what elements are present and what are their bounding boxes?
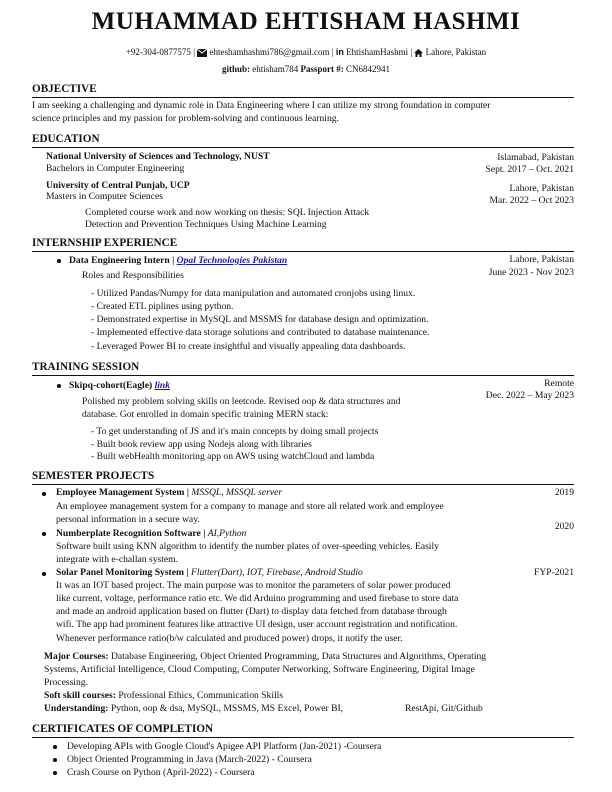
responsibility-item: - Utilized Pandas/Numpy for data manipulation and automated cronjobs using linux. [91, 288, 416, 299]
github-link[interactable]: ehtisham784 [252, 64, 299, 74]
training-item: - Built book review app using Nodejs along with libraries [91, 439, 312, 450]
project-name: Solar Panel Monitoring System [56, 567, 185, 578]
project-desc: wifi. The app had prominent features like attractive UI design, user account registration and notification. [56, 619, 458, 630]
section-divider [32, 737, 574, 738]
training-location: Remote [544, 378, 574, 389]
thesis-note: Detection and Prevention Techniques Using Machine Learning [85, 219, 327, 230]
school-name: National University of Sciences and Technology, NUST [46, 151, 270, 162]
training-item: - Built webHealth monitoring app on AWS using watchCloud and lambda [91, 451, 375, 462]
training-heading: TRAINING SESSION [32, 361, 140, 373]
separator: | [186, 567, 189, 578]
objective-heading: OBJECTIVE [32, 83, 97, 95]
training-dates: Dec. 2022 – May 2023 [485, 390, 574, 401]
bullet-icon [42, 492, 46, 496]
candidate-name: MUHAMMAD EHTISHAM HASHMI [91, 8, 521, 35]
project-title [56, 528, 246, 540]
certificate-item: Developing APIs with Google Cloud's Apigee API Platform (Jan-2021) -Coursera [67, 741, 382, 752]
separator: | [410, 47, 413, 57]
linkedin-link[interactable]: EhtishamHashmi [346, 47, 409, 57]
bullet-icon [53, 745, 57, 749]
roles-subheading: Roles and Responsibilities [82, 270, 184, 281]
internship-title [69, 255, 287, 267]
understanding-text: RestApi, Git/Github [405, 703, 483, 714]
project-year: 2019 [554, 487, 574, 498]
project-desc: An employee management system for a company to manage and store all related work and employee [56, 501, 444, 512]
soft-skill-text: Professional Ethics, Communication Skills [118, 690, 284, 701]
project-desc: personal information in a secure way. [56, 514, 200, 525]
major-courses-text: Processing. [44, 677, 88, 688]
passport-number: CN6842941 [346, 64, 391, 74]
bullet-icon [53, 771, 57, 775]
bullet-icon [57, 259, 61, 263]
soft-skill-courses [44, 690, 283, 702]
project-title [56, 487, 282, 499]
separator: | [172, 255, 175, 266]
major-courses-text: Database Engineering, Object Oriented Programming, Data Structures and Algorithms, Operating [110, 651, 487, 662]
certificates-heading: CERTIFICATES OF COMPLETION [32, 723, 214, 735]
internship-dates: June 2023 - Nov 2023 [488, 267, 574, 278]
training-desc: database. Got enrolled in domain specific training MERN stack: [82, 409, 329, 420]
bullet-icon [42, 572, 46, 576]
project-desc: Whenever performance ratio(b/w calculated and produced power) drops, it notify the user. [56, 633, 403, 644]
objective-text: science principles and my passion for problem-solving and continuous learning. [32, 113, 339, 124]
project-desc: like current, voltage, performance ratio etc. We did Arduino programming and used firebase to store data [56, 593, 459, 604]
understanding-label: Understanding: [44, 703, 109, 714]
responsibility-item: - Leveraged Power BI to create insightful and visually appealing data dashboards. [91, 341, 406, 352]
understanding-text: Python, oop & dsa, MySQL, MSSMS, MS Excel, Power BI, [110, 703, 344, 714]
project-desc: Software built using KNN algorithm to identify the number plates of over-speeding vehicles. Easily [56, 541, 439, 552]
soft-skill-label: Soft skill courses: [44, 690, 116, 701]
education-dates: Sept. 2017 – Oct. 2021 [485, 164, 574, 175]
education-dates: Mar. 2022 – Oct 2023 [489, 195, 574, 206]
education-heading: EDUCATION [32, 133, 100, 145]
section-divider [32, 97, 574, 98]
major-courses [44, 651, 486, 663]
school-location: Islamabad, Pakistan [497, 152, 574, 163]
phone: +92-304-0877575 [125, 47, 191, 57]
training-link[interactable]: link [154, 380, 171, 391]
training-item: - To get understanding of JS and it's main concepts by doing small projects [91, 426, 379, 437]
responsibility-item: - Demonstrated expertise in MySQL and MSSMS for database design and optimization. [91, 314, 429, 325]
github-passport-line [0, 63, 612, 75]
location: Lahore, Pakistan [425, 47, 487, 57]
project-name: Employee Management System [56, 487, 185, 498]
school-name: University of Central Punjab, UCP [46, 180, 190, 191]
responsibility-item: - Implemented effective data storage solutions and contributed to database maintenance. [91, 327, 430, 338]
responsibility-item: - Created ETL piplines using python. [91, 301, 234, 312]
school-location: Lahore, Pakistan [509, 183, 574, 194]
understanding [44, 703, 343, 715]
envelope-icon [197, 49, 207, 57]
project-desc: and made an android application based on flutter (Dart) to display data fetched from database through [56, 606, 447, 617]
project-title [56, 567, 363, 579]
passport-label: Passport #: [300, 64, 344, 74]
training-desc: Polished my problem solving skills on leetcode. Revised oop & data structures and [82, 396, 401, 407]
objective-text: I am seeking a challenging and dynamic role in Data Engineering where I can utilize my strong foundation in computer [32, 100, 491, 111]
section-divider [32, 484, 574, 485]
project-desc: integrate with e-challan system. [56, 554, 179, 565]
training-title [69, 380, 170, 392]
separator: | [203, 528, 206, 539]
project-desc: It was an IOT based project. The main purpose was to monitor the parameters of solar power produced [56, 580, 451, 591]
separator: | [331, 47, 334, 57]
section-divider [32, 375, 574, 376]
training-name: Skipq-cohort(Eagle) [69, 380, 153, 391]
home-icon [414, 49, 423, 57]
major-courses-text: Systems, Artificial Intelligence, Cloud Computing, Computer Networking, Software Engineering, Digital Image [44, 664, 475, 675]
bullet-icon [57, 384, 61, 388]
separator: | [193, 47, 195, 57]
separator: | [186, 487, 189, 498]
project-tech: MSSQL, MSSQL server [191, 487, 283, 498]
project-year: 2020 [554, 521, 574, 532]
major-courses-label: Major Courses: [44, 651, 109, 662]
email-link[interactable]: ehteshamhashmi786@gmail.com [209, 47, 330, 57]
certificate-item: Crash Course on Python (April-2022) - Coursera [67, 767, 255, 778]
certificate-item: Object Oriented Programming in Java (March-2022) - Coursera [67, 754, 312, 765]
contact-line [0, 46, 612, 58]
section-divider [32, 147, 574, 148]
internship-location: Lahore, Pakistan [509, 254, 574, 265]
degree: Masters in Computer Sciences [46, 191, 163, 202]
thesis-note: Completed course work and now working on thesis: SQL Injection Attack [85, 207, 370, 218]
company-link[interactable]: Opal Technologies Pakistan [176, 255, 288, 266]
project-tech: AI,Python [207, 528, 247, 539]
github-label: github: [221, 64, 250, 74]
internship-heading: INTERNSHIP EXPERIENCE [32, 237, 178, 249]
bullet-icon [42, 532, 46, 536]
project-tech: Flutter(Dart), IOT, Firebase, Android Studio [190, 567, 363, 578]
linkedin-icon: in [335, 47, 344, 57]
project-name: Numberplate Recognition Software [56, 528, 201, 539]
role: Data Engineering Intern [69, 255, 170, 266]
section-divider [32, 251, 574, 252]
projects-heading: SEMESTER PROJECTS [32, 470, 155, 482]
bullet-icon [53, 758, 57, 762]
project-year: FYP-2021 [534, 567, 574, 578]
degree: Bachelors in Computer Engineering [46, 163, 185, 174]
